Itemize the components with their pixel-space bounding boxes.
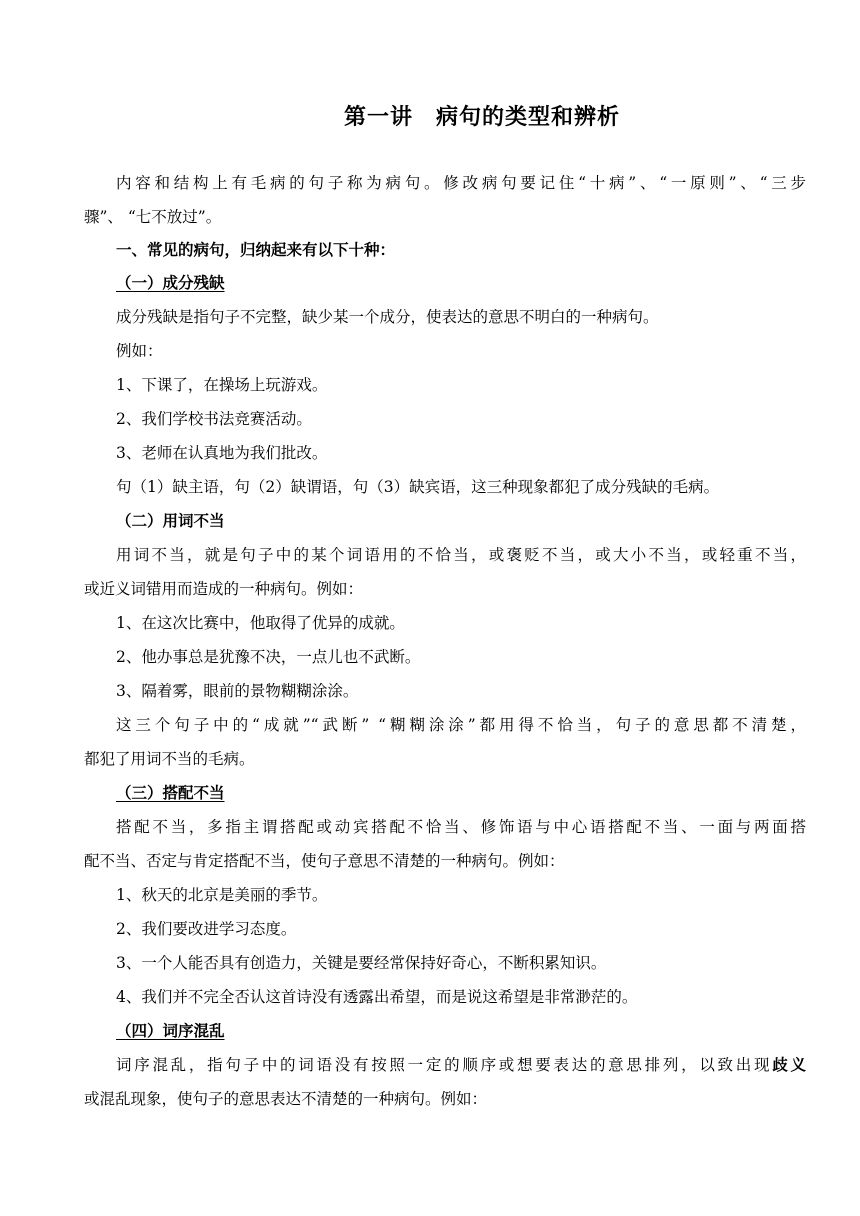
example-item: 2、我们学校书法竞赛活动。 [116,410,312,428]
example-item: 2、我们要改进学习态度。 [116,920,297,938]
subsection-heading-3: （三）搭配不当 [116,784,225,802]
intro-line-2: 骤”、 “七不放过”。 [84,208,222,226]
paragraph-text: 词序混乱，指句子中的词语没有按照一定的顺序或想要表达的意思排列，以致出现 [116,1056,773,1074]
paragraph: 配不当、否定与肯定搭配不当，使句子意思不清楚的一种病句。例如： [84,852,565,870]
paragraph: 搭配不当，多指主谓搭配或动宾搭配不恰当、修饰语与中心语搭配不当、一面与两面搭 [116,818,806,836]
paragraph: 或近义词错用而造成的一种病句。例如： [84,580,364,598]
example-item: 2、他办事总是犹豫不决，一点儿也不武断。 [116,648,421,666]
paragraph: 都犯了用词不当的毛病。 [84,750,255,768]
example-item: 4、我们并不完全否认这首诗没有透露出希望，而是说这希望是非常渺茫的。 [116,988,638,1006]
intro-line-1: 内容和结构上有毛病的句子称为病句。修改病句要记住“十病”、“一原则”、“三步 [116,174,806,192]
example-item: 1、下课了，在操场上玩游戏。 [116,376,328,394]
example-item: 1、在这次比赛中，他取得了优异的成就。 [116,614,405,632]
example-item: 3、一个人能否具有创造力，关键是要经常保持好奇心，不断积累知识。 [116,954,607,972]
example-item: 3、老师在认真地为我们批改。 [116,444,328,462]
paragraph [116,1055,806,1075]
example-label: 例如： [116,342,163,360]
subsection-heading-2: （二）用词不当 [116,512,225,530]
example-item: 1、秋天的北京是美丽的季节。 [116,886,328,904]
page-title: 第一讲 病句的类型和辨析 [343,105,620,130]
paragraph: 或混乱现象，使句子的意思表达不清楚的一种病句。例如： [84,1090,488,1108]
paragraph: 用词不当，就是句子中的某个词语用的不恰当，或褒贬不当，或大小不当，或轻重不当， [116,546,806,564]
subsection-heading-1: （一）成分残缺 [116,274,225,292]
paragraph: 句（1）缺主语，句（2）缺谓语，句（3）缺宾语，这三种现象都犯了成分残缺的毛病。 [116,478,720,496]
bold-term: 歧义 [772,1056,806,1074]
example-item: 3、隔着雾，眼前的景物糊糊涂涂。 [116,682,359,700]
subsection-heading-4: （四）词序混乱 [116,1022,225,1040]
section-heading: 一、常见的病句，归纳起来有以下十种： [116,241,396,259]
paragraph: 成分残缺是指句子不完整，缺少某一个成分，使表达的意思不明白的一种病句。 [116,308,659,326]
paragraph: 这三个句子中的“成就”“武断” “糊糊涂涂”都用得不恰当，句子的意思都不清楚， [116,716,806,734]
